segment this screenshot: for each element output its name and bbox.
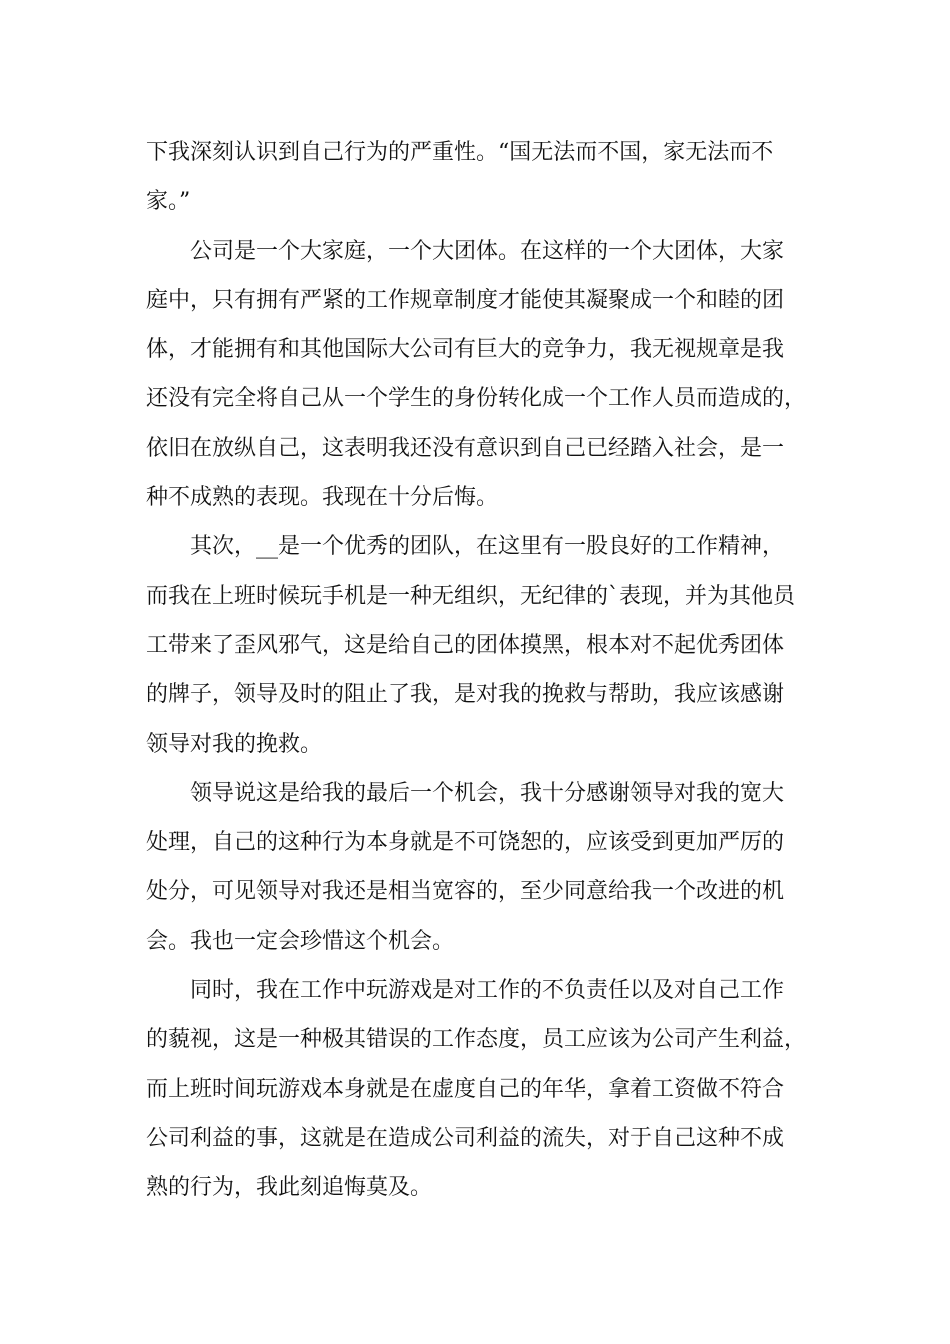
text-line: 依旧在放纵自己，这表明我还没有意识到自己已经踏入社会，是一: [146, 435, 785, 461]
text-line: 下我深刻认识到自己行为的严重性。“国无法而不国，家无法而不: [146, 140, 774, 165]
text-line: 的牌子，领导及时的阻止了我，是对我的挽救与帮助，我应该感谢: [146, 682, 785, 708]
text-line: 庭中，只有拥有严紧的工作规章制度才能使其凝聚成一个和睦的团: [146, 287, 785, 313]
text-line: 还没有完全将自己从一个学生的身份转化成一个工作人员而造成的，: [146, 386, 807, 412]
text-line: 领导说这是给我的最后一个机会，我十分感谢领导对我的宽大: [190, 780, 785, 806]
text-line: 而我在上班时候玩手机是一种无组织，无纪律的`表现，并为其他员: [146, 583, 796, 609]
text-line: 公司是一个大家庭，一个大团体。在这样的一个大团体，大家: [190, 238, 785, 264]
text-line: 领导对我的挽救。: [146, 731, 323, 757]
text-line: 会。我也一定会珍惜这个机会。: [146, 928, 455, 954]
text-line: 种不成熟的表现。我现在十分后悔。: [146, 485, 499, 511]
text-line: 家。”: [146, 189, 191, 215]
text-line: 处理，自己的这种行为本身就是不可饶恕的，应该受到更加严厉的: [146, 830, 785, 856]
text-line: 工带来了歪风邪气，这是给自己的团体摸黑，根本对不起优秀团体: [146, 632, 785, 658]
text-line: 处分，可见领导对我还是相当宽容的，至少同意给我一个改进的机: [146, 879, 785, 905]
text-line: 的藐视，这是一种极其错误的工作态度，员工应该为公司产生利益，: [146, 1027, 807, 1053]
document-body: [146, 128, 826, 1213]
text-line: 而上班时间玩游戏本身就是在虚度自己的年华，拿着工资做不符合: [146, 1076, 785, 1102]
text-line: 其次，__是一个优秀的团队，在这里有一股良好的工作精神，: [190, 534, 785, 560]
text-line: 体，才能拥有和其他国际大公司有巨大的竞争力，我无视规章是我: [146, 337, 785, 363]
text-line: 同时，我在工作中玩游戏是对工作的不负责任以及对自己工作: [190, 978, 785, 1004]
text-line: 公司利益的事，这就是在造成公司利益的流失，对于自己这种不成: [146, 1125, 785, 1151]
text-line: 熟的行为，我此刻追悔莫及。: [146, 1175, 433, 1201]
